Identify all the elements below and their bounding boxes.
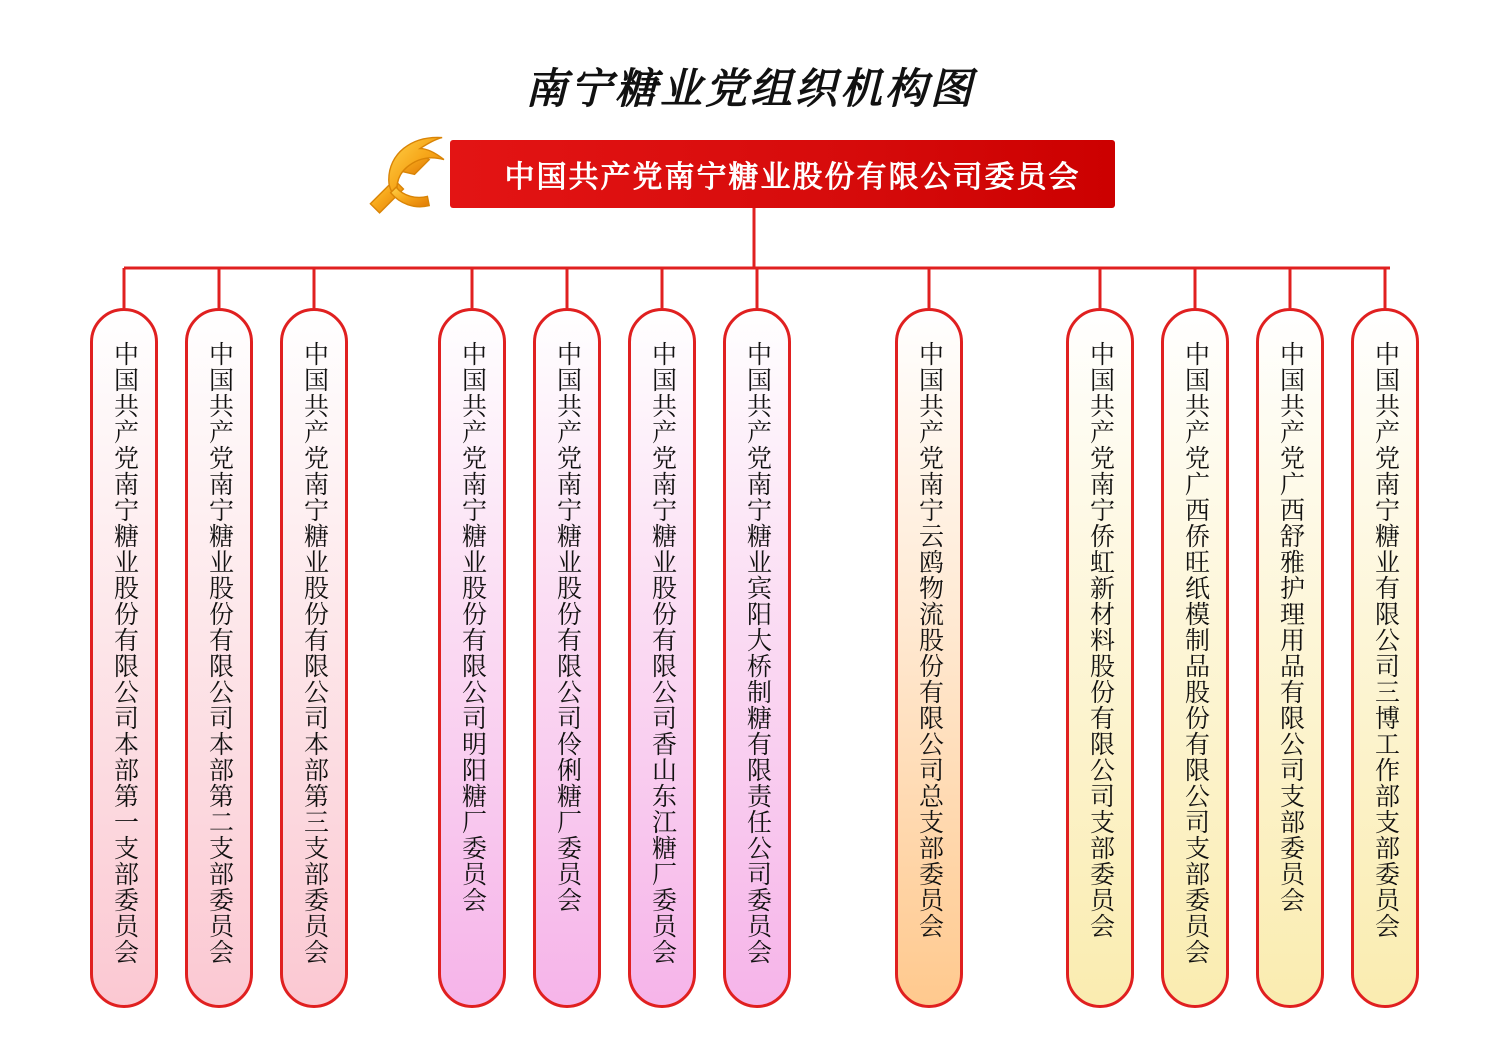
org-node-8[interactable] <box>1066 308 1134 1008</box>
org-node-7[interactable] <box>895 308 963 1008</box>
page-title: 南宁糖业党组织机构图 <box>524 64 975 113</box>
org-node-11[interactable] <box>1351 308 1419 1008</box>
party-emblem-icon <box>355 126 465 222</box>
org-node-label: 中国共产党南宁侨虹新材料股份有限公司支部委员会 <box>1086 341 1115 939</box>
org-node-label: 中国共产党南宁糖业股份有限公司香山东江糖厂委员会 <box>648 341 677 965</box>
org-node-4[interactable] <box>533 308 601 1008</box>
root-node <box>355 140 1115 208</box>
root-label: 中国共产党南宁糖业股份有限公司委员会 <box>504 161 1081 194</box>
org-node-5[interactable] <box>628 308 696 1008</box>
org-node-label: 中国共产党南宁糖业有限公司三博工作部支部委员会 <box>1371 341 1400 939</box>
org-node-label: 中国共产党南宁糖业股份有限公司伶俐糖厂委员会 <box>553 341 582 913</box>
org-node-0[interactable] <box>90 308 158 1008</box>
org-node-6[interactable] <box>723 308 791 1008</box>
org-node-label: 中国共产党南宁糖业股份有限公司本部第一支部委员会 <box>110 341 139 965</box>
org-node-2[interactable] <box>280 308 348 1008</box>
org-node-label: 中国共产党南宁糖业股份有限公司本部第三支部委员会 <box>300 341 329 965</box>
org-node-label: 中国共产党南宁糖业股份有限公司本部第二支部委员会 <box>205 341 234 965</box>
root-banner <box>450 140 1115 208</box>
org-node-10[interactable] <box>1256 308 1324 1008</box>
org-node-label: 中国共产党南宁糖业宾阳大桥制糖有限责任公司委员会 <box>743 341 772 965</box>
org-node-label: 中国共产党南宁云鸥物流股份有限公司总支部委员会 <box>915 341 944 939</box>
org-node-3[interactable] <box>438 308 506 1008</box>
org-node-label: 中国共产党广西舒雅护理用品有限公司支部委员会 <box>1276 341 1305 913</box>
org-node-label: 中国共产党广西侨旺纸模制品股份有限公司支部委员会 <box>1181 341 1210 965</box>
org-node-1[interactable] <box>185 308 253 1008</box>
org-node-9[interactable] <box>1161 308 1229 1008</box>
org-node-label: 中国共产党南宁糖业股份有限公司明阳糖厂委员会 <box>458 341 487 913</box>
